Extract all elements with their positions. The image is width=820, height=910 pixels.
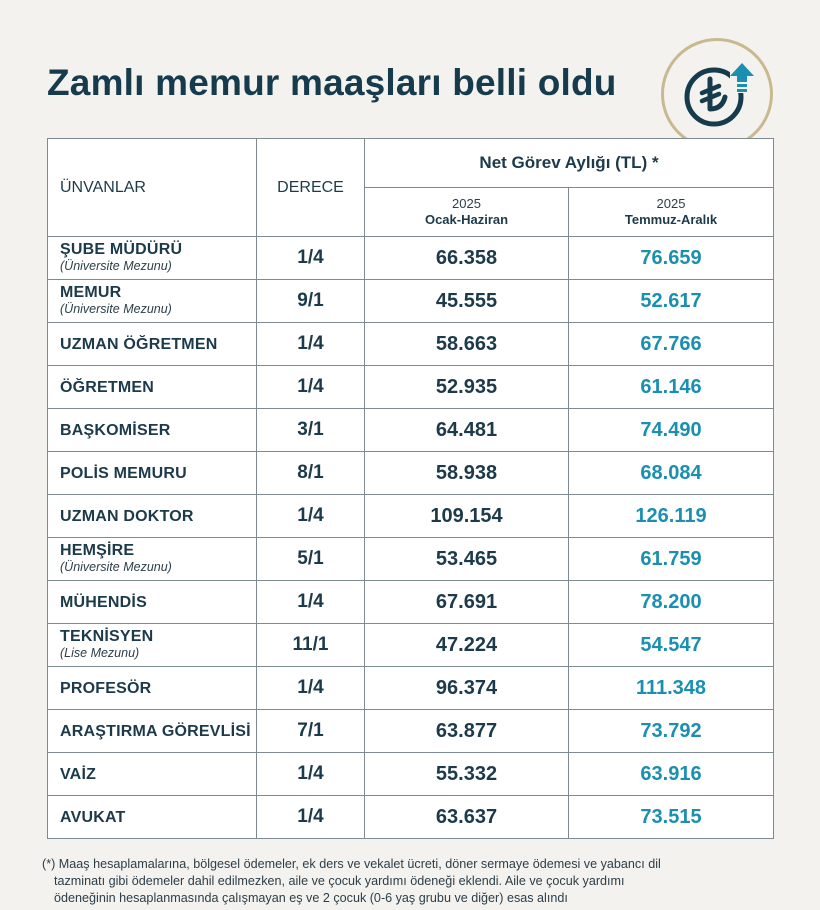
title-name: VAİZ [60, 765, 97, 783]
table-row [48, 495, 774, 538]
salary-h2-cell: 78.200 [569, 581, 774, 624]
title-name: TEKNİSYEN [60, 628, 154, 645]
title-cell [48, 710, 257, 753]
title-note: (Üniversite Mezunu) [60, 259, 172, 273]
salary-h1-cell: 45.555 [365, 280, 569, 323]
grade-cell: 11/1 [257, 624, 365, 667]
table-row [48, 323, 774, 366]
grade-cell: 1/4 [257, 667, 365, 710]
salary-h2-cell: 73.515 [569, 796, 774, 839]
salary-h2-cell: 73.792 [569, 710, 774, 753]
title-cell [48, 323, 257, 366]
salary-h1-cell: 55.332 [365, 753, 569, 796]
salary-h2-cell: 54.547 [569, 624, 774, 667]
table-row [48, 538, 774, 581]
table-row [48, 753, 774, 796]
grade-cell: 1/4 [257, 323, 365, 366]
salary-h1-cell: 47.224 [365, 624, 569, 667]
grade-cell: 9/1 [257, 280, 365, 323]
title-name: ARAŞTIRMA GÖREVLİSİ [60, 722, 251, 740]
grade-cell: 1/4 [257, 796, 365, 839]
title-cell [48, 753, 257, 796]
table-row [48, 796, 774, 839]
title-name: ŞUBE MÜDÜRÜ [60, 241, 183, 258]
period-2-range: Temmuz-Aralık [624, 212, 718, 227]
grade-cell: 8/1 [257, 452, 365, 495]
footnote-line-2: tazminatı gibi ödemeler dahil edilmezken, aile ve çocuk yardımı ödeneği eklendi. Aile ve çocuk yardımı [54, 874, 625, 888]
title-name: POLİS MEMURU [60, 464, 187, 482]
grade-cell: 1/4 [257, 495, 365, 538]
footnote-line-3: ödeneğinin hesaplanmasında çalışmayan eş ve 2 çocuk (0-6 yaş grubu ve diğer) esas alındı [54, 891, 568, 905]
salary-h2-cell: 61.759 [569, 538, 774, 581]
period-2-year: 2025 [656, 196, 686, 211]
salary-h1-cell: 96.374 [365, 667, 569, 710]
title-name: UZMAN ÖĞRETMEN [60, 335, 218, 353]
table-row [48, 667, 774, 710]
title-note: (Lise Mezunu) [60, 646, 140, 660]
salary-h2-cell: 111.348 [569, 667, 774, 710]
header-period-1 [365, 188, 569, 237]
salary-h1-cell: 58.938 [365, 452, 569, 495]
grade-cell: 1/4 [257, 753, 365, 796]
salary-h1-cell: 58.663 [365, 323, 569, 366]
table-row [48, 280, 774, 323]
footnote-line-1: (*) Maaş hesaplamalarına, bölgesel ödemeler, ek ders ve vekalet ücreti, döner sermaye ödemesi ve yabancı dil [42, 857, 661, 871]
header-titles: ÜNVANLAR [48, 139, 257, 237]
title-cell [48, 237, 257, 280]
title-cell [48, 452, 257, 495]
table-row [48, 366, 774, 409]
salary-h2-cell: 61.146 [569, 366, 774, 409]
salary-h1-cell: 63.877 [365, 710, 569, 753]
grade-cell: 1/4 [257, 237, 365, 280]
grade-cell: 1/4 [257, 366, 365, 409]
salary-h2-cell: 52.617 [569, 280, 774, 323]
salary-h2-cell: 76.659 [569, 237, 774, 280]
title-cell [48, 581, 257, 624]
salary-h2-cell: 63.916 [569, 753, 774, 796]
salary-h2-cell: 126.119 [569, 495, 774, 538]
title-cell [48, 796, 257, 839]
salary-h1-cell: 53.465 [365, 538, 569, 581]
period-1-range: Ocak-Haziran [424, 212, 509, 227]
grade-cell: 7/1 [257, 710, 365, 753]
table-row [48, 581, 774, 624]
salary-h1-cell: 109.154 [365, 495, 569, 538]
title-name: HEMŞİRE [60, 542, 135, 559]
page-title: Zamlı memur maaşları belli oldu [47, 62, 617, 103]
title-note: (Üniversite Mezunu) [60, 302, 172, 316]
header-period-2 [569, 188, 774, 237]
title-cell [48, 409, 257, 452]
salary-h2-cell: 67.766 [569, 323, 774, 366]
title-cell [48, 538, 257, 581]
salary-h2-cell: 68.084 [569, 452, 774, 495]
footnote [42, 856, 787, 907]
table-row [48, 237, 774, 280]
salary-table [47, 138, 774, 839]
title-name: AVUKAT [60, 808, 126, 826]
salary-h1-cell: 67.691 [365, 581, 569, 624]
title-note: (Üniversite Mezunu) [60, 560, 172, 574]
title-cell [48, 667, 257, 710]
header-net-salary: Net Görev Aylığı (TL) * [365, 139, 774, 188]
table-row [48, 409, 774, 452]
header-grade: DERECE [257, 139, 365, 237]
salary-h1-cell: 63.637 [365, 796, 569, 839]
lira-up-arrow-icon [674, 51, 760, 137]
title-name: ÖĞRETMEN [60, 378, 155, 396]
title-cell [48, 624, 257, 667]
salary-h1-cell: 52.935 [365, 366, 569, 409]
table-row [48, 624, 774, 667]
grade-cell: 5/1 [257, 538, 365, 581]
grade-cell: 1/4 [257, 581, 365, 624]
salary-h1-cell: 64.481 [365, 409, 569, 452]
table-row [48, 710, 774, 753]
salary-h2-cell: 74.490 [569, 409, 774, 452]
title-name: UZMAN DOKTOR [60, 507, 194, 525]
title-name: MEMUR [60, 284, 122, 301]
title-cell [48, 495, 257, 538]
title-cell [48, 366, 257, 409]
title-name: MÜHENDİS [60, 593, 147, 611]
logo-badge [661, 38, 773, 150]
title-name: PROFESÖR [60, 679, 152, 697]
title-name: BAŞKOMİSER [60, 421, 171, 439]
title-cell [48, 280, 257, 323]
table-row [48, 452, 774, 495]
salary-h1-cell: 66.358 [365, 237, 569, 280]
grade-cell: 3/1 [257, 409, 365, 452]
period-1-year: 2025 [452, 196, 481, 211]
